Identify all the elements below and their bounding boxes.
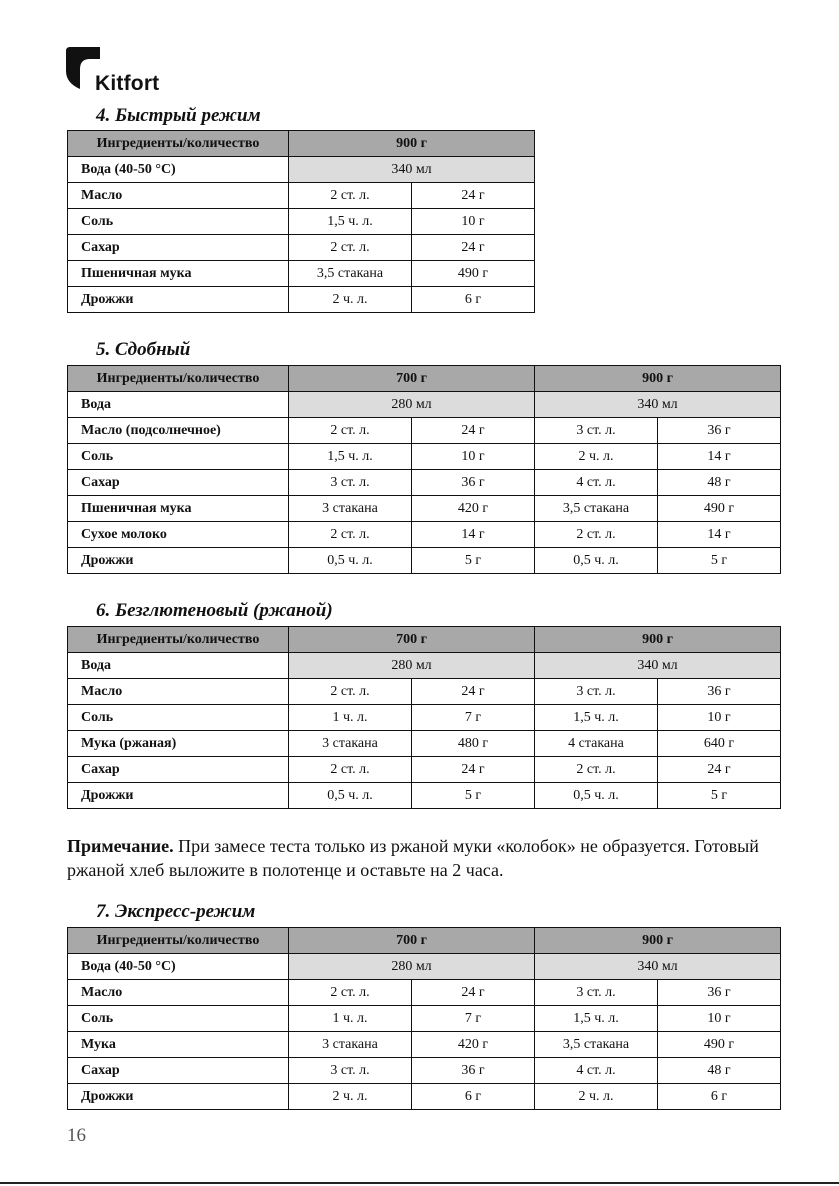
table-row xyxy=(68,287,535,313)
ingredient-name: Соль xyxy=(68,444,289,470)
amount-measure: 2 ч. л. xyxy=(289,1084,412,1110)
amount-weight: 10 г xyxy=(412,209,535,235)
section-title-express: 7. Экспресс-режим xyxy=(96,901,256,922)
note-label: Примечание. xyxy=(67,836,174,856)
recipe-table-quick xyxy=(67,130,535,313)
amount-measure: 1,5 ч. л. xyxy=(535,1006,658,1032)
amount-measure: 2 ст. л. xyxy=(289,757,412,783)
ingredient-name: Вода xyxy=(68,392,289,418)
header-weight-700: 700 г xyxy=(289,366,535,392)
header-weight-900: 900 г xyxy=(289,131,535,157)
amount-weight: 24 г xyxy=(412,183,535,209)
amount-measure: 3 ст. л. xyxy=(289,1058,412,1084)
amount-measure: 2 ст. л. xyxy=(289,235,412,261)
water-amount: 340 мл xyxy=(535,392,781,418)
amount-measure: 3 ст. л. xyxy=(289,470,412,496)
amount-measure: 1,5 ч. л. xyxy=(289,444,412,470)
amount-weight: 6 г xyxy=(412,287,535,313)
amount-measure: 4 ст. л. xyxy=(535,470,658,496)
section-title-gluten-free: 6. Безглютеновый (ржаной) xyxy=(96,600,333,621)
table-row-water xyxy=(68,392,781,418)
amount-measure: 2 ст. л. xyxy=(289,980,412,1006)
amount-measure: 1 ч. л. xyxy=(289,1006,412,1032)
table-row-water xyxy=(68,954,781,980)
table-row xyxy=(68,1032,781,1058)
table-row xyxy=(68,548,781,574)
amount-measure: 0,5 ч. л. xyxy=(289,548,412,574)
water-amount: 340 мл xyxy=(535,653,781,679)
water-amount: 280 мл xyxy=(289,392,535,418)
amount-measure: 2 ст. л. xyxy=(289,679,412,705)
ingredient-name: Вода (40-50 °С) xyxy=(68,954,289,980)
amount-weight: 36 г xyxy=(412,1058,535,1084)
amount-measure: 2 ч. л. xyxy=(535,444,658,470)
amount-measure: 3,5 стакана xyxy=(535,496,658,522)
amount-measure: 3,5 стакана xyxy=(535,1032,658,1058)
amount-measure: 3 стакана xyxy=(289,496,412,522)
amount-weight: 6 г xyxy=(658,1084,781,1110)
amount-weight: 6 г xyxy=(412,1084,535,1110)
amount-weight: 48 г xyxy=(658,470,781,496)
ingredient-name: Сахар xyxy=(68,235,289,261)
amount-weight: 7 г xyxy=(412,1006,535,1032)
amount-weight: 14 г xyxy=(658,522,781,548)
amount-weight: 420 г xyxy=(412,1032,535,1058)
ingredient-name: Масло (подсолнечное) xyxy=(68,418,289,444)
amount-measure: 0,5 ч. л. xyxy=(535,783,658,809)
amount-measure: 4 стакана xyxy=(535,731,658,757)
table-row xyxy=(68,980,781,1006)
amount-weight: 490 г xyxy=(658,496,781,522)
table-row-water xyxy=(68,157,535,183)
ingredient-name: Дрожжи xyxy=(68,287,289,313)
header-weight-900: 900 г xyxy=(535,928,781,954)
table-row xyxy=(68,235,535,261)
amount-weight: 24 г xyxy=(412,757,535,783)
ingredient-name: Пшеничная мука xyxy=(68,261,289,287)
header-weight-700: 700 г xyxy=(289,627,535,653)
amount-weight: 24 г xyxy=(412,679,535,705)
amount-measure: 3,5 стакана xyxy=(289,261,412,287)
amount-measure: 3 ст. л. xyxy=(535,418,658,444)
table-header-row xyxy=(68,366,781,392)
ingredient-name: Масло xyxy=(68,183,289,209)
amount-weight: 10 г xyxy=(658,1006,781,1032)
recipe-table-express xyxy=(67,927,781,1110)
header-ingredients: Ингредиенты/количество xyxy=(68,131,289,157)
table-row xyxy=(68,418,781,444)
header-weight-900: 900 г xyxy=(535,627,781,653)
amount-weight: 420 г xyxy=(412,496,535,522)
table-row xyxy=(68,470,781,496)
table-row xyxy=(68,731,781,757)
amount-measure: 0,5 ч. л. xyxy=(289,783,412,809)
amount-weight: 490 г xyxy=(658,1032,781,1058)
ingredient-name: Дрожжи xyxy=(68,548,289,574)
amount-measure: 2 ч. л. xyxy=(289,287,412,313)
header-ingredients: Ингредиенты/количество xyxy=(68,627,289,653)
ingredient-name: Соль xyxy=(68,705,289,731)
amount-weight: 10 г xyxy=(412,444,535,470)
table-row xyxy=(68,1006,781,1032)
amount-weight: 10 г xyxy=(658,705,781,731)
amount-measure: 3 стакана xyxy=(289,731,412,757)
table-row xyxy=(68,522,781,548)
amount-measure: 3 стакана xyxy=(289,1032,412,1058)
table-row xyxy=(68,261,535,287)
ingredient-name: Вода (40-50 °С) xyxy=(68,157,289,183)
recipe-table-gluten-free xyxy=(67,626,781,809)
table-row xyxy=(68,679,781,705)
amount-measure: 3 ст. л. xyxy=(535,679,658,705)
amount-measure: 2 ст. л. xyxy=(535,757,658,783)
ingredient-name: Масло xyxy=(68,980,289,1006)
table-row xyxy=(68,705,781,731)
header-ingredients: Ингредиенты/количество xyxy=(68,366,289,392)
amount-measure: 2 ст. л. xyxy=(289,183,412,209)
table-row xyxy=(68,496,781,522)
amount-measure: 3 ст. л. xyxy=(535,980,658,1006)
ingredient-name: Сухое молоко xyxy=(68,522,289,548)
water-amount: 340 мл xyxy=(535,954,781,980)
ingredient-name: Вода xyxy=(68,653,289,679)
amount-weight: 36 г xyxy=(658,679,781,705)
brand-name: Kitfort xyxy=(95,72,160,95)
amount-weight: 36 г xyxy=(412,470,535,496)
section-title-quick: 4. Быстрый режим xyxy=(96,105,261,126)
table-header-row xyxy=(68,627,781,653)
amount-measure: 2 ст. л. xyxy=(289,418,412,444)
ingredient-name: Дрожжи xyxy=(68,783,289,809)
table-row xyxy=(68,757,781,783)
amount-measure: 2 ст. л. xyxy=(535,522,658,548)
ingredient-name: Сахар xyxy=(68,757,289,783)
amount-measure: 0,5 ч. л. xyxy=(535,548,658,574)
table-row xyxy=(68,183,535,209)
amount-weight: 24 г xyxy=(412,235,535,261)
amount-measure: 1,5 ч. л. xyxy=(289,209,412,235)
table-row xyxy=(68,783,781,809)
table-header-row xyxy=(68,131,535,157)
amount-weight: 480 г xyxy=(412,731,535,757)
amount-weight: 640 г xyxy=(658,731,781,757)
note-text: При замесе теста только из ржаной муки «колобок» не образуется. Готовый ржаной хлеб выложите в полотенце и оставьте на 2 часа. xyxy=(67,836,759,880)
amount-measure: 1,5 ч. л. xyxy=(535,705,658,731)
table-row xyxy=(68,444,781,470)
ingredient-name: Дрожжи xyxy=(68,1084,289,1110)
section-title-sweet: 5. Сдобный xyxy=(96,339,191,360)
ingredient-name: Сахар xyxy=(68,1058,289,1084)
ingredient-name: Пшеничная мука xyxy=(68,496,289,522)
water-amount: 340 мл xyxy=(289,157,535,183)
amount-weight: 24 г xyxy=(658,757,781,783)
recipe-table-sweet xyxy=(67,365,781,574)
footer-divider xyxy=(0,1182,839,1184)
amount-measure: 4 ст. л. xyxy=(535,1058,658,1084)
amount-measure: 2 ч. л. xyxy=(535,1084,658,1110)
amount-weight: 14 г xyxy=(658,444,781,470)
amount-weight: 5 г xyxy=(658,783,781,809)
ingredient-name: Соль xyxy=(68,1006,289,1032)
amount-weight: 5 г xyxy=(412,783,535,809)
kitfort-logo xyxy=(66,47,206,97)
ingredient-name: Соль xyxy=(68,209,289,235)
table-header-row xyxy=(68,928,781,954)
header-weight-700: 700 г xyxy=(289,928,535,954)
water-amount: 280 мл xyxy=(289,653,535,679)
amount-weight: 5 г xyxy=(412,548,535,574)
page-number: 16 xyxy=(67,1125,86,1146)
ingredient-name: Сахар xyxy=(68,470,289,496)
table-row xyxy=(68,1084,781,1110)
header-ingredients: Ингредиенты/количество xyxy=(68,928,289,954)
table-row xyxy=(68,1058,781,1084)
amount-weight: 5 г xyxy=(658,548,781,574)
ingredient-name: Масло xyxy=(68,679,289,705)
amount-weight: 24 г xyxy=(412,418,535,444)
amount-weight: 7 г xyxy=(412,705,535,731)
table-row xyxy=(68,209,535,235)
amount-measure: 1 ч. л. xyxy=(289,705,412,731)
table-row-water xyxy=(68,653,781,679)
amount-measure: 2 ст. л. xyxy=(289,522,412,548)
water-amount: 280 мл xyxy=(289,954,535,980)
amount-weight: 36 г xyxy=(658,418,781,444)
amount-weight: 490 г xyxy=(412,261,535,287)
note-paragraph xyxy=(67,834,783,882)
header-weight-900: 900 г xyxy=(535,366,781,392)
ingredient-name: Мука (ржаная) xyxy=(68,731,289,757)
amount-weight: 24 г xyxy=(412,980,535,1006)
amount-weight: 48 г xyxy=(658,1058,781,1084)
amount-weight: 14 г xyxy=(412,522,535,548)
amount-weight: 36 г xyxy=(658,980,781,1006)
ingredient-name: Мука xyxy=(68,1032,289,1058)
